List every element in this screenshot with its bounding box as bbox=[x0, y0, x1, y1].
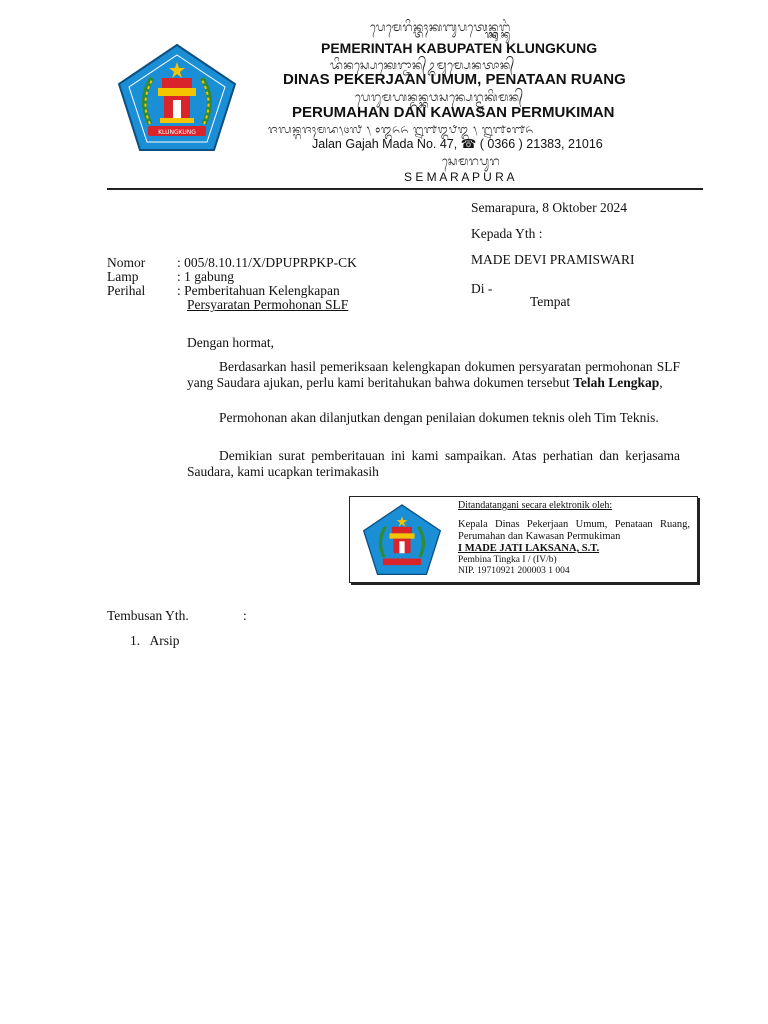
lamp-label: Lamp bbox=[107, 269, 139, 284]
balinese-line-5: ᬲᬾᬫᬭᬧᬸᬭ bbox=[442, 154, 501, 168]
e-signature-box bbox=[349, 496, 698, 583]
balinese-line-2: ᬤᬶᬦᬲ᭄ᬧᬾᬓᬾᬭ᭄ᬚᬵᬦ᭄ᬉᬫᬸᬫ᭄ᬧᬾᬦᬢᬵᬦ᭄ bbox=[330, 58, 515, 72]
tembusan-item-1: 1. Arsip bbox=[130, 633, 180, 648]
nomor-value: : 005/8.10.11/X/DPUPRPKP-CK bbox=[177, 255, 357, 270]
balinese-line-1: ᬧᬾᬫᬾᬭᬶᬦ᭄ᬢᬄᬓᬩᬸᬧᬢᬾᬦ᭄ᬓ᭄ᬮᬸᬗ᭄ᬓᬸᬂ bbox=[370, 20, 511, 34]
signer-title: Kepala Dinas Pekerjaan Umum, Penataan Ruang, Perumahan dan Kawasan Permukiman bbox=[458, 519, 690, 542]
perihal-value-2: Persyaratan Permohonan SLF bbox=[187, 297, 349, 312]
address-line: Jalan Gajah Mada No. 47, ☎ ( 0366 ) 21383, 21016 bbox=[312, 137, 603, 151]
balinese-line-3: ᬧᬾᬭᬸᬫᬳᬦ᭄ᬤᬦ᭄ᬓᬯᬲᬦ᭄ᬧᬾᬭ᭄ᬫᬸᬓᬶᬫᬦ᭄ bbox=[355, 90, 524, 104]
paragraph-2-text: Permohonan akan dilanjutkan dengan penilaian dokumen teknis oleh Tim Teknis. bbox=[219, 410, 659, 425]
letterhead-line-1: PEMERINTAH KABUPATEN KLUNGKUNG bbox=[321, 40, 598, 56]
paragraph-2 bbox=[187, 410, 680, 426]
tembusan-label: Tembusan Yth. bbox=[107, 608, 189, 623]
e-signature-header: Ditandatangani secara elektronik oleh: bbox=[458, 500, 613, 511]
klungkung-logo bbox=[116, 42, 238, 154]
signer-name: I MADE JATI LAKSANA, S.T. bbox=[458, 543, 600, 554]
perihal-value-1: : Pemberitahuan Kelengkapan bbox=[177, 283, 340, 298]
signer-nip: NIP. 19710921 200003 1 004 bbox=[458, 566, 570, 576]
paragraph-1 bbox=[187, 359, 680, 391]
letterhead-line-2: DINAS PEKERJAAN UMUM, PENATAAN RUANG bbox=[283, 71, 626, 88]
header-divider bbox=[107, 188, 703, 190]
lamp-value: : 1 gabung bbox=[177, 269, 234, 284]
letter-date: Semarapura, 8 Oktober 2024 bbox=[471, 200, 627, 215]
signer-rank: Pembina Tingka I / (IV/b) bbox=[458, 555, 557, 565]
klungkung-logo-small bbox=[356, 503, 448, 577]
nomor-label: Nomor bbox=[107, 255, 146, 270]
paragraph-1-text: Berdasarkan hasil pemeriksaan kelengkapan dokumen persyaratan permohonan SLF yang Saudara ajukan, perlu kami beritahukan bahwa dokumen tersebut bbox=[187, 359, 680, 390]
recipient-di: Di - bbox=[471, 281, 493, 296]
status-lengkap: Telah Lengkap bbox=[573, 375, 660, 390]
tembusan-colon: : bbox=[243, 608, 247, 623]
recipient-tempat: Tempat bbox=[530, 294, 571, 309]
balinese-line-4: ᬚᬮᬦ᭄ᬕᬚᬄᬫᬤ᭞᭔᭗ ᭞ ᭐᭓᭖᭖ ᭒᭑᭓᭘᭓ ᭞ ᭒᭑᭐᭑᭖ bbox=[268, 123, 534, 136]
letterhead-line-3: PERUMAHAN DAN KAWASAN PERMUKIMAN bbox=[292, 104, 615, 121]
city-line: S E M A R A P U R A bbox=[404, 170, 515, 184]
salutation: Dengan hormat, bbox=[187, 335, 274, 350]
recipient-name: MADE DEVI PRAMISWARI bbox=[471, 252, 635, 267]
perihal-label: Perihal bbox=[107, 283, 146, 298]
paragraph-3-text: Demikian surat pemberitauan ini kami sampaikan. Atas perhatian dan kerjasama Saudara, kami ucapkan terimakasih bbox=[187, 448, 680, 479]
paragraph-3 bbox=[187, 448, 680, 480]
recipient-kepada: Kepada Yth : bbox=[471, 226, 543, 241]
paragraph-1-end: , bbox=[659, 375, 663, 390]
svg-text:KLUNGKUNG: KLUNGKUNG bbox=[158, 129, 196, 136]
